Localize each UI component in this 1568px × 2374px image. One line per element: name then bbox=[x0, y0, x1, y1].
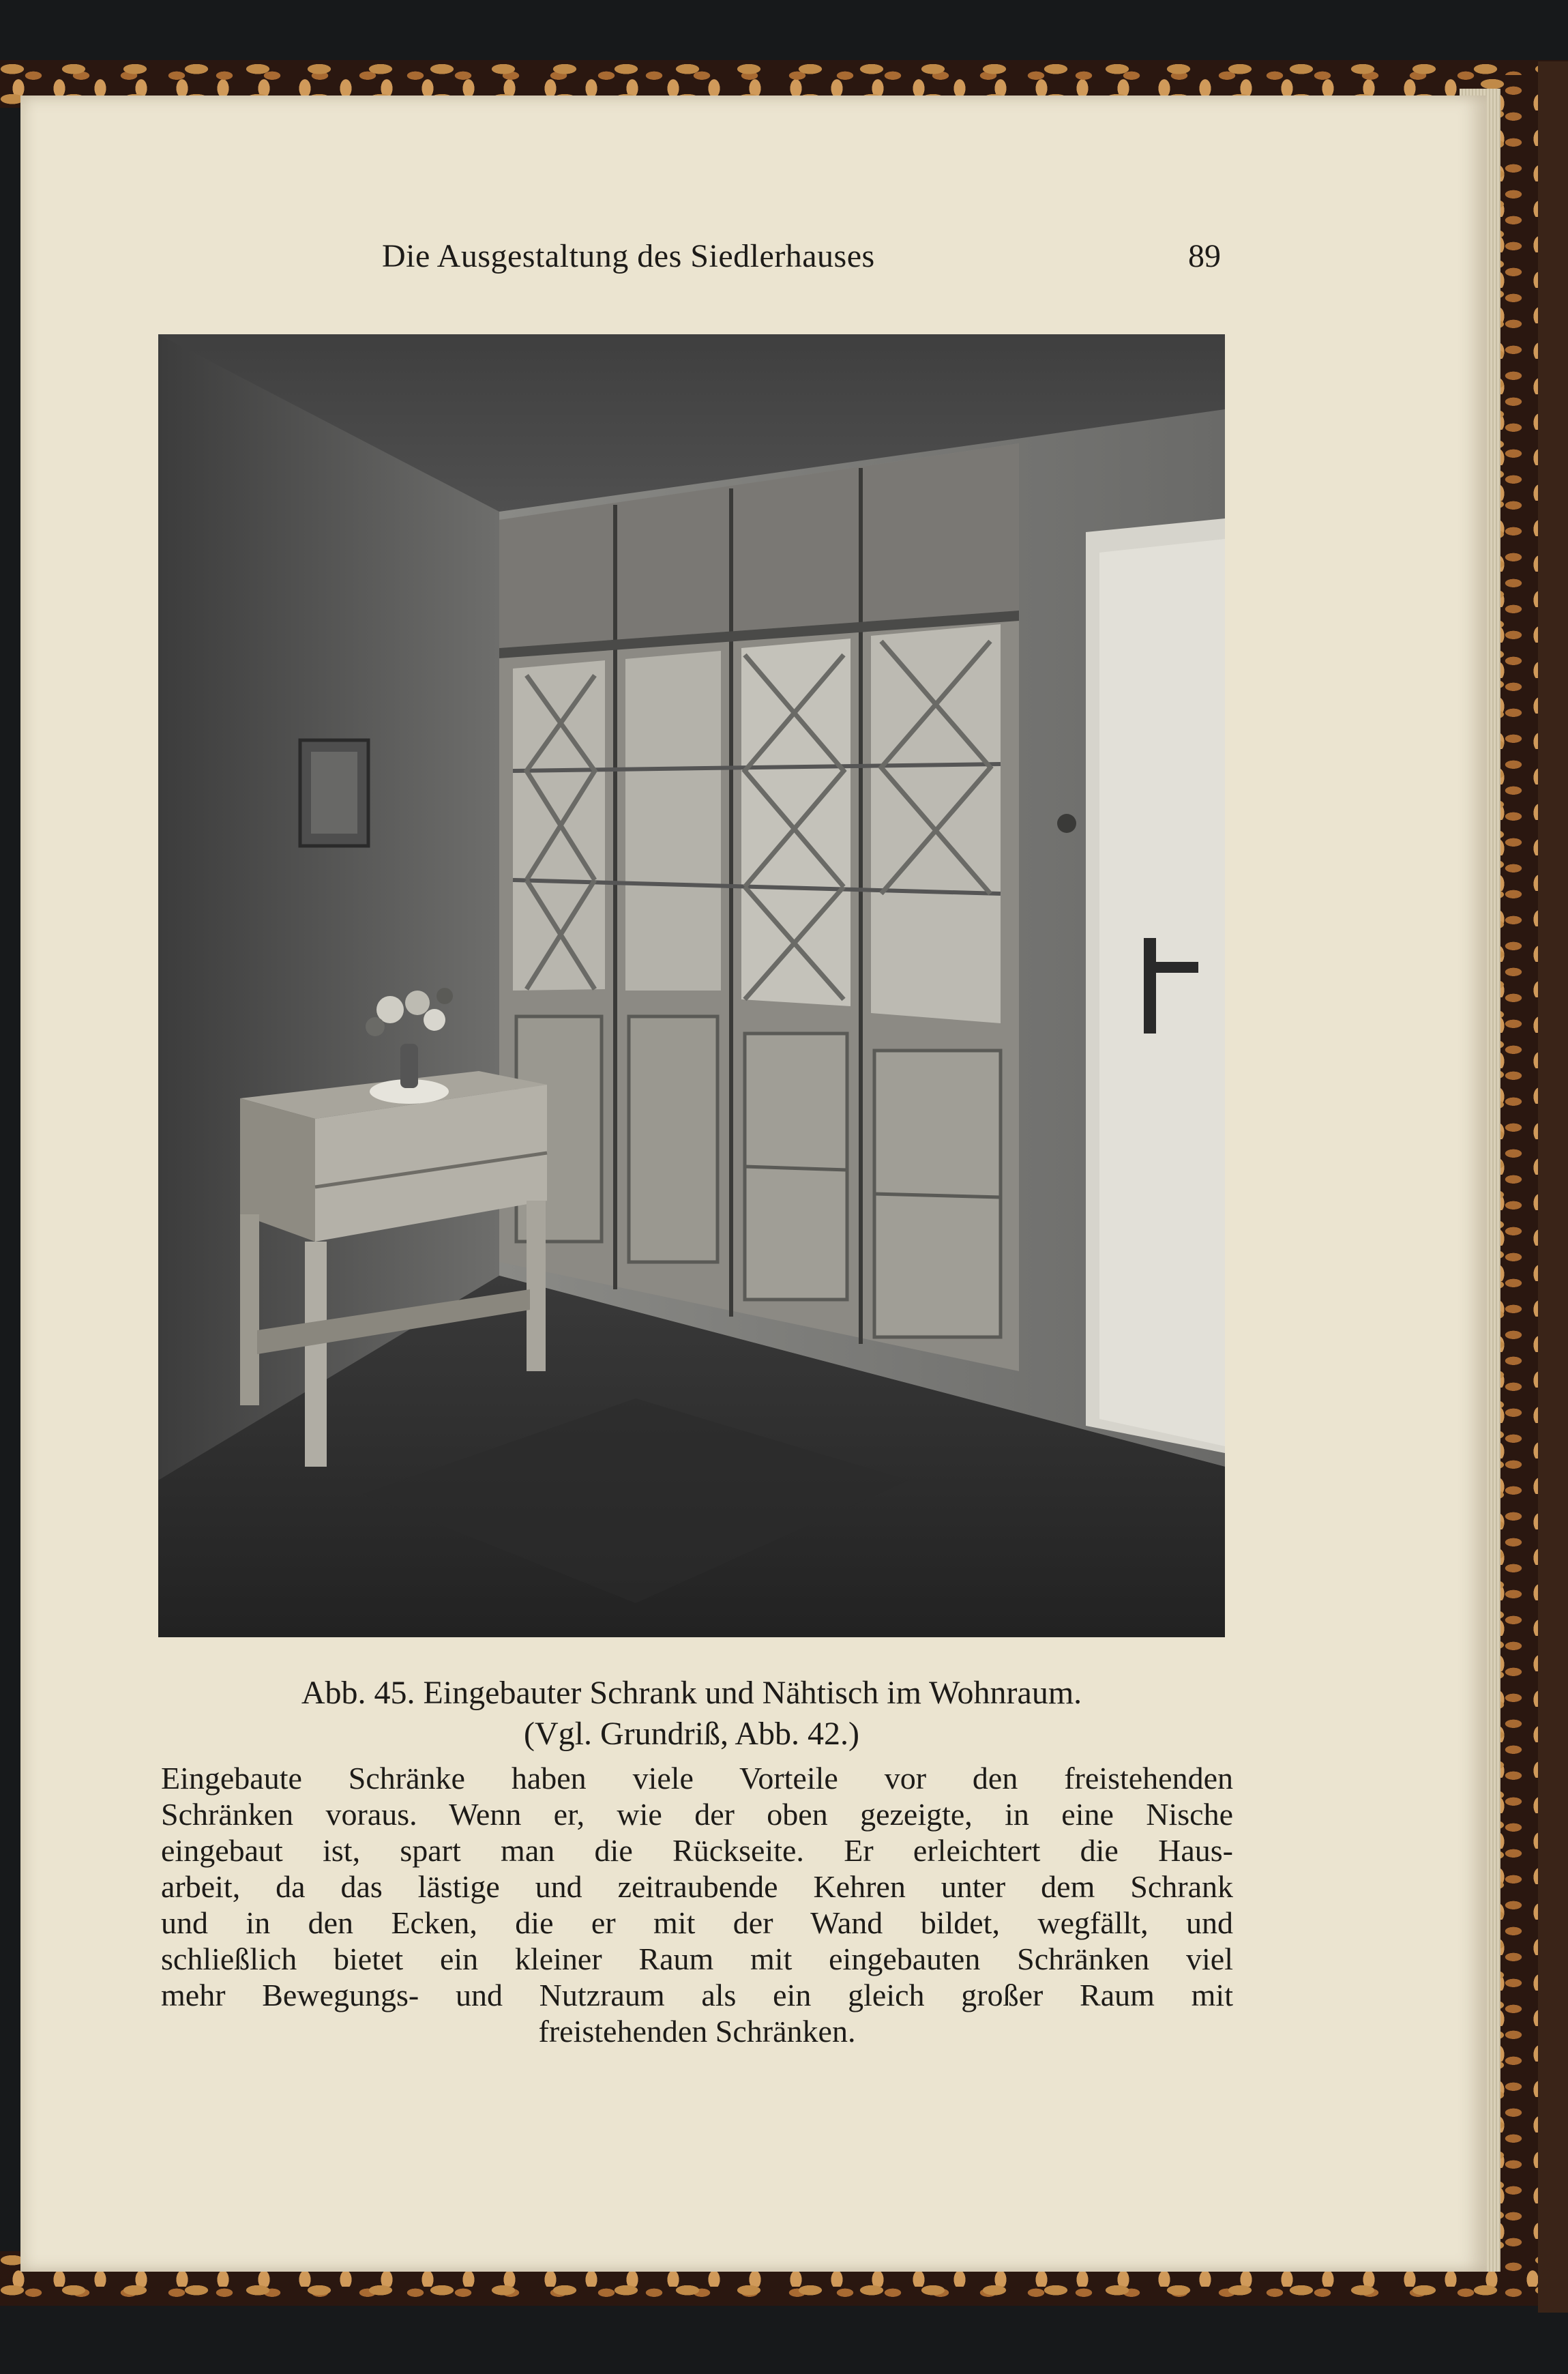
body-line: Eingebaute Schränke haben viele Vorteile vor den freistehenden bbox=[161, 1761, 1233, 1796]
caption-line-2: (Vgl. Grundriß, Abb. 42.) bbox=[524, 1716, 859, 1752]
figure-caption bbox=[158, 1673, 1225, 1755]
built-in-cabinet bbox=[499, 443, 1019, 1371]
body-line: Schränken voraus. Wenn er, wie der oben gezeigte, in eine Nische bbox=[161, 1797, 1233, 1832]
body-line: eingebaut ist, spart man die Rückseite. Er erleichtert die Haus- bbox=[161, 1833, 1233, 1868]
caption-line-1: Abb. 45. Eingebauter Schrank und Nähtisch im Wohnraum. bbox=[301, 1675, 1082, 1711]
wall-picture bbox=[300, 740, 368, 846]
body-paragraph bbox=[161, 1760, 1233, 2049]
running-title: Die Ausgestaltung des Siedlerhauses bbox=[382, 238, 875, 274]
body-line: und in den Ecken, die er mit der Wand bildet, wegfällt, und bbox=[161, 1905, 1233, 1940]
figure-photo bbox=[158, 334, 1225, 1637]
body-line: arbeit, da das lästige und zeitraubende Kehren unter dem Schrank bbox=[161, 1869, 1233, 1904]
book-cover-board bbox=[1538, 61, 1568, 2313]
page-number: 89 bbox=[1188, 238, 1221, 274]
body-line: mehr Bewegungs- und Nutzraum als ein gleich großer Raum mit bbox=[161, 1978, 1233, 2012]
body-line: freistehenden Schränken. bbox=[538, 2014, 856, 2049]
body-line: schließlich bietet ein kleiner Raum mit eingebauten Schränken viel bbox=[161, 1941, 1233, 1976]
